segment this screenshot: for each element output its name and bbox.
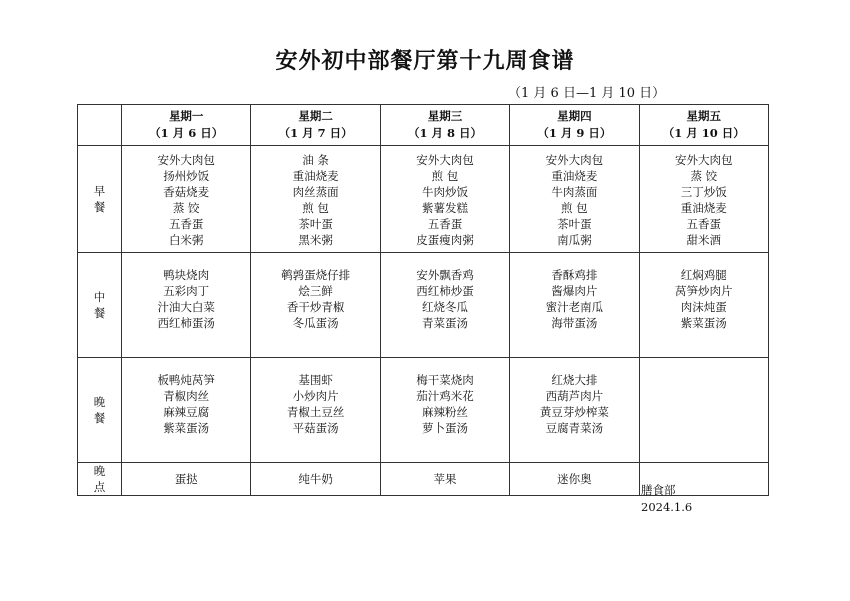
menu-cell	[122, 146, 251, 253]
dish-item: 莴笋炒肉片	[675, 284, 733, 298]
dish-item: 蒸 饺	[172, 201, 200, 215]
menu-cell	[639, 253, 768, 358]
dish-item: 红烧大排	[551, 373, 598, 387]
dish-item: 茶叶蛋	[557, 217, 592, 231]
dish-item: 平菇蛋汤	[292, 421, 339, 435]
dish-item: 重油烧麦	[551, 169, 598, 183]
dish-item: 迷你奥	[557, 472, 592, 486]
dish-item: 酱爆肉片	[551, 284, 598, 298]
menu-cell	[380, 463, 509, 496]
day-date: （1 月 6 日）	[149, 126, 224, 140]
dish-item: 皮蛋瘦肉粥	[416, 233, 474, 247]
menu-cell	[510, 463, 639, 496]
dish-item: 蒸 饺	[690, 169, 718, 183]
day-date: （1 月 10 日）	[662, 126, 745, 140]
issue-date: 2024.1.6	[641, 500, 693, 514]
dish-item: 安外大肉包	[416, 153, 474, 167]
day-header	[380, 105, 509, 146]
menu-cell	[510, 253, 639, 358]
dish-item: 梅干菜烧肉	[416, 373, 474, 387]
dish-item: 西红柿蛋汤	[157, 316, 215, 330]
dish-item: 香干炒青椒	[286, 300, 345, 314]
dish-item: 三丁炒饭	[680, 185, 727, 199]
menu-cell	[251, 463, 380, 496]
dish-item: 茶叶蛋	[298, 217, 333, 231]
dish-item: 海带蛋汤	[551, 316, 598, 330]
header-row	[78, 105, 769, 146]
menu-cell	[122, 358, 251, 463]
meal-label-char: 餐	[93, 306, 106, 320]
dish-item: 冬瓜蛋汤	[292, 316, 339, 330]
dish-item: 煎 包	[431, 169, 459, 183]
day-date: （1 月 8 日）	[407, 126, 482, 140]
dish-item: 甜米酒	[686, 233, 722, 247]
dish-item: 五香蛋	[427, 217, 463, 231]
meal-label-char: 中	[93, 290, 106, 304]
page-title: 安外初中部餐厅第十九周食谱	[275, 48, 575, 74]
dish-item: 重油烧麦	[292, 169, 339, 183]
dish-item: 青椒肉丝	[163, 389, 210, 403]
dish-item: 纯牛奶	[298, 472, 333, 486]
dish-item: 紫菜蛋汤	[680, 316, 727, 330]
dish-item: 牛肉蒸面	[551, 185, 598, 199]
dish-item: 煎 包	[302, 201, 329, 215]
dish-item: 紫薯发糕	[421, 201, 468, 215]
day-name: 星期三	[427, 109, 463, 123]
dish-item: 苹果	[433, 472, 457, 486]
dish-item: 香菇烧麦	[163, 185, 210, 199]
meal-label	[78, 253, 122, 358]
dish-item: 肉丝蒸面	[292, 185, 339, 199]
dish-item: 黄豆芽炒榨菜	[539, 405, 609, 419]
date-range: （1 月 6 日—1 月 10 日）	[508, 86, 666, 101]
menu-cell	[380, 358, 509, 463]
dish-item: 豆腐青菜汤	[545, 421, 604, 435]
dish-item: 西红柿炒蛋	[416, 284, 474, 298]
dish-item: 安外大肉包	[545, 153, 604, 167]
dish-item: 蛋挞	[174, 472, 198, 486]
menu-cell	[380, 146, 509, 253]
menu-cell	[510, 146, 639, 253]
dish-item: 小炒肉片	[292, 389, 339, 403]
menu-cell	[639, 358, 768, 463]
dish-item: 扬州炒饭	[163, 169, 210, 183]
dish-item: 鸭块烧肉	[163, 268, 210, 282]
day-name: 星期四	[557, 109, 592, 123]
day-header	[251, 105, 380, 146]
dish-item: 黑米粥	[298, 233, 333, 247]
dish-item: 重油烧麦	[680, 201, 727, 215]
corner-cell	[78, 105, 122, 146]
dish-item: 鹌鹑蛋烧仔排	[281, 268, 351, 282]
meal-label-char: 早	[93, 184, 106, 198]
menu-cell	[122, 253, 251, 358]
meal-label	[78, 146, 122, 253]
dish-item: 白米粥	[168, 233, 204, 247]
meal-label-char: 餐	[93, 411, 106, 425]
menu-cell	[251, 358, 380, 463]
dish-item: 南瓜粥	[557, 233, 592, 247]
day-name: 星期五	[686, 109, 722, 123]
dish-item: 安外大肉包	[157, 153, 215, 167]
dish-item: 肉沫炖蛋	[680, 300, 727, 314]
meal-row	[78, 253, 769, 358]
dish-item: 香酥鸡排	[551, 268, 598, 282]
dish-item: 牛肉炒饭	[421, 185, 468, 199]
meal-label-char: 餐	[93, 200, 106, 214]
dish-item: 烩三鲜	[298, 284, 333, 298]
dish-item: 板鸭炖莴笋	[157, 373, 215, 387]
dish-item: 汁油大白菜	[157, 300, 215, 314]
menu-cell	[639, 146, 768, 253]
dish-item: 安外大肉包	[675, 153, 733, 167]
meal-label-char: 点	[93, 480, 106, 494]
day-name: 星期二	[298, 109, 333, 123]
meal-row	[78, 358, 769, 463]
dish-item: 西葫芦肉片	[545, 389, 604, 403]
meal-label-char: 晚	[93, 395, 106, 409]
dish-item: 五香蛋	[168, 217, 204, 231]
day-date: （1 月 9 日）	[537, 126, 612, 140]
dish-item: 青菜蛋汤	[421, 316, 468, 330]
dish-item: 麻辣粉丝	[421, 405, 468, 419]
dish-item: 五彩肉丁	[163, 284, 210, 298]
dish-item: 蜜汁老南瓜	[545, 300, 604, 314]
day-header	[122, 105, 251, 146]
menu-cell	[251, 146, 380, 253]
menu-cell	[251, 253, 380, 358]
dish-item: 青椒土豆丝	[286, 405, 345, 419]
dish-item: 煎 包	[561, 201, 588, 215]
day-name: 星期一	[168, 109, 204, 123]
dish-item: 茄汁鸡米花	[416, 389, 474, 403]
department-signature: 膳食部	[641, 483, 676, 497]
meal-label	[78, 463, 122, 496]
dish-item: 红焖鸡腿	[680, 268, 727, 282]
dish-item: 油 条	[302, 153, 329, 167]
meal-label-char: 晚	[93, 464, 106, 478]
dish-item: 基围虾	[298, 373, 333, 387]
menu-cell	[380, 253, 509, 358]
dish-item: 麻辣豆腐	[163, 405, 210, 419]
day-header	[639, 105, 768, 146]
day-header	[510, 105, 639, 146]
meal-label	[78, 358, 122, 463]
menu-cell	[510, 358, 639, 463]
day-date: （1 月 7 日）	[278, 126, 353, 140]
dish-item: 安外飘香鸡	[416, 268, 474, 282]
dish-item: 红烧冬瓜	[421, 300, 468, 314]
meal-row	[78, 146, 769, 253]
menu-table	[77, 104, 769, 496]
dish-item: 萝卜蛋汤	[421, 421, 468, 435]
menu-cell	[122, 463, 251, 496]
dish-item: 紫菜蛋汤	[163, 421, 210, 435]
dish-item: 五香蛋	[686, 217, 722, 231]
